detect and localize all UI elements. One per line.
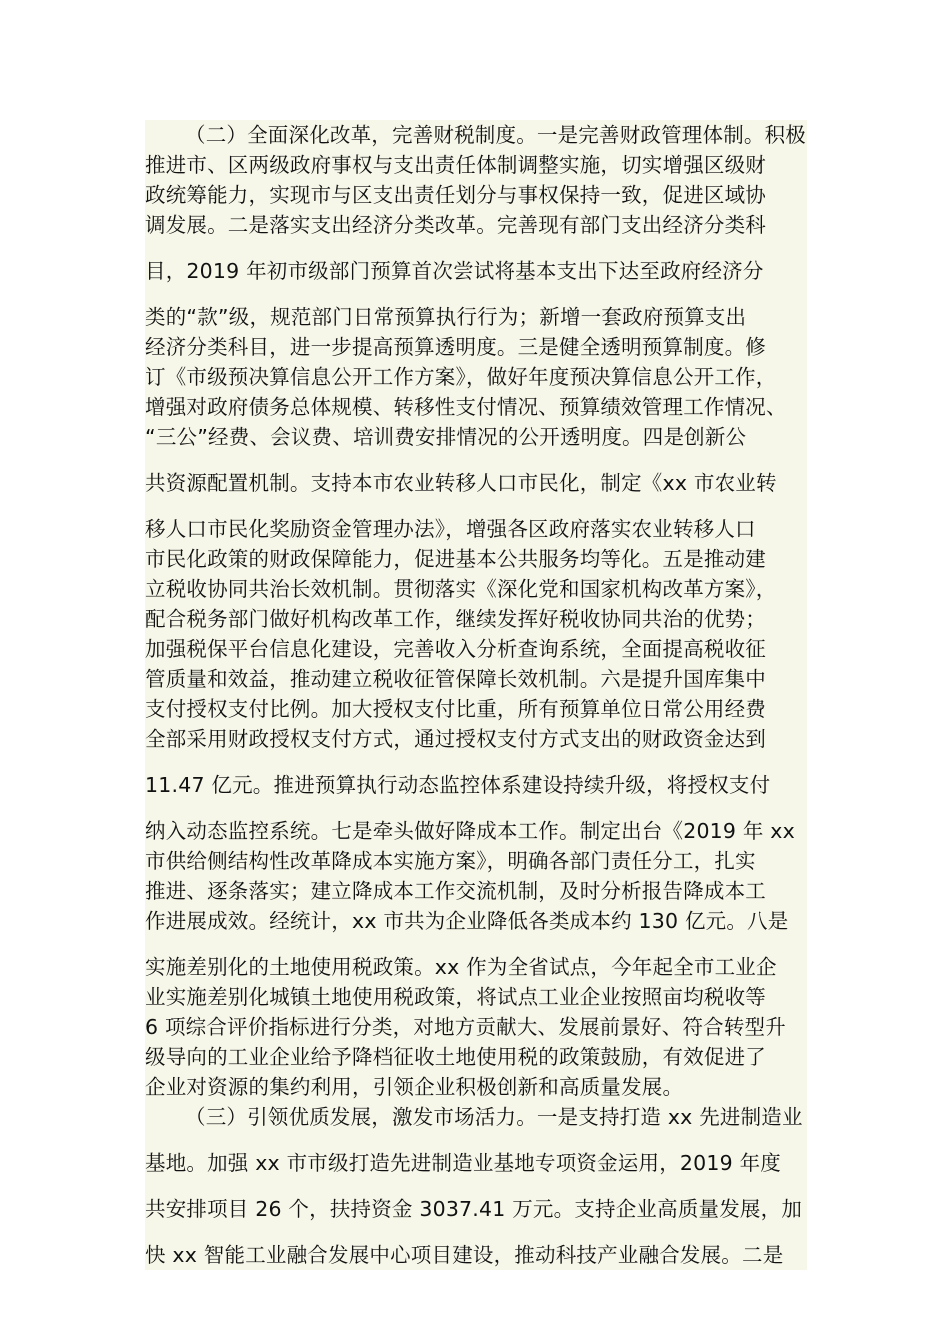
text-line: 推进、逐条落实；建立降成本工作交流机制，及时分析报告降成本工 <box>145 879 766 903</box>
text-line: 共安排项目 26 个，扶持资金 3037.41 万元。支持企业高质量发展，加 <box>145 1197 803 1221</box>
text-line: 加强税保平台信息化建设，完善收入分析查询系统，全面提高税收征 <box>145 637 766 661</box>
text-line: 企业对资源的集约利用，引领企业积极创新和高质量发展。 <box>145 1075 684 1099</box>
text-line: 作进展成效。经统计，xx 市共为企业降低各类成本约 130 亿元。八是 <box>145 909 789 933</box>
text-line: 增强对政府债务总体规模、转移性支付情况、预算绩效管理工作情况、 <box>145 395 787 419</box>
text-line: 级导向的工业企业给予降档征收土地使用税的政策鼓励，有效促进了 <box>145 1045 766 1069</box>
text-line: 目，2019 年初市级部门预算首次尝试将基本支出下达至政府经济分 <box>145 259 764 283</box>
body-text <box>145 120 807 1270</box>
text-line: 类的“款”级，规范部门日常预算执行行为；新增一套政府预算支出 <box>145 305 747 329</box>
text-line: 市民化政策的财政保障能力，促进基本公共服务均等化。五是推动建 <box>145 547 766 571</box>
text-line: 11.47 亿元。推进预算执行动态监控体系建设持续升级，将授权支付 <box>145 773 771 797</box>
text-line: 纳入动态监控系统。七是牵头做好降成本工作。制定出台《2019 年 xx <box>145 819 795 843</box>
text-line: 管质量和效益，推动建立税收征管保障长效机制。六是提升国库集中 <box>145 667 766 691</box>
text-line: 推进市、区两级政府事权与支出责任体制调整实施，切实增强区级财 <box>145 153 766 177</box>
text-line: 全部采用财政授权支付方式，通过授权支付方式支出的财政资金达到 <box>145 727 766 751</box>
text-line: 调发展。二是落实支出经济分类改革。完善现有部门支出经济分类科 <box>145 213 766 237</box>
text-line: 配合税务部门做好机构改革工作，继续发挥好税收协同共治的优势； <box>145 607 766 631</box>
text-line: 经济分类科目，进一步提高预算透明度。三是健全透明预算制度。修 <box>145 335 766 359</box>
text-line: 6 项综合评价指标进行分类，对地方贡献大、发展前景好、符合转型升 <box>145 1015 786 1039</box>
text-line: 政统筹能力，实现市与区支出责任划分与事权保持一致，促进区域协 <box>145 183 766 207</box>
text-line: 移人口市民化奖励资金管理办法》，增强各区政府落实农业转移人口 <box>145 517 756 541</box>
text-line: 共资源配置机制。支持本市农业转移人口市民化，制定《xx 市农业转 <box>145 471 777 495</box>
text-line: 快 xx 智能工业融合发展中心项目建设，推动科技产业融合发展。二是 <box>145 1243 784 1267</box>
text-line: （三）引领优质发展，激发市场活力。一是支持打造 xx 先进制造业 <box>185 1105 803 1129</box>
text-line: 支付授权支付比例。加大授权支付比重，所有预算单位日常公用经费 <box>145 697 766 721</box>
text-line: 基地。加强 xx 市市级打造先进制造业基地专项资金运用，2019 年度 <box>145 1151 781 1175</box>
text-line: 立税收协同共治长效机制。贯彻落实《深化党和国家机构改革方案》， <box>145 577 777 601</box>
text-line: 订《市级预决算信息公开工作方案》，做好年度预决算信息公开工作， <box>145 365 777 389</box>
text-line: 业实施差别化城镇土地使用税政策，将试点工业企业按照亩均税收等 <box>145 985 766 1009</box>
text-line: 市供给侧结构性改革降成本实施方案》，明确各部门责任分工，扎实 <box>145 849 756 873</box>
text-line: 实施差别化的土地使用税政策。xx 作为全省试点，今年起全市工业企 <box>145 955 777 979</box>
text-line: （二）全面深化改革，完善财税制度。一是完善财政管理体制。积极 <box>185 123 806 147</box>
text-line: “三公”经费、会议费、培训费安排情况的公开透明度。四是创新公 <box>145 425 747 449</box>
